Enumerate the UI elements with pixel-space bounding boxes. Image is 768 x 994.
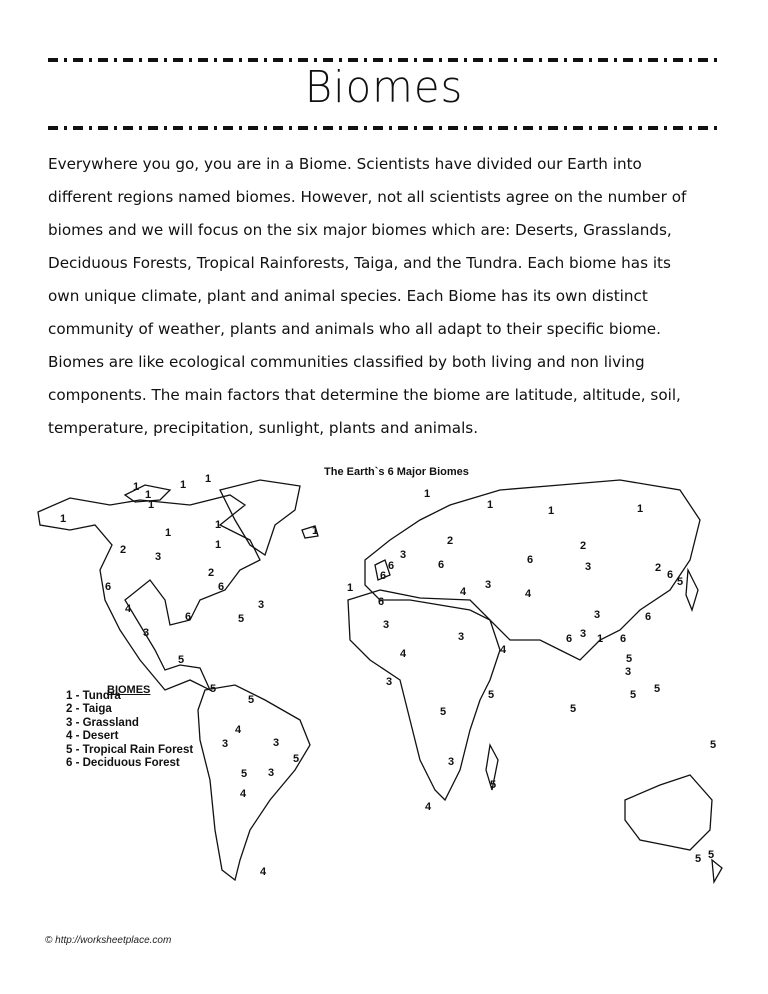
- biome-label: 4: [260, 866, 267, 878]
- biome-legend: [66, 690, 193, 770]
- biome-label: 4: [525, 588, 532, 600]
- biome-label: 3: [268, 767, 275, 779]
- biome-label: 5: [677, 576, 684, 588]
- biome-label: 1: [637, 503, 644, 515]
- new-zealand-outline: [712, 860, 722, 882]
- paragraph-line: Deciduous Forests, Tropical Rainforests, Taiga, and the Tundra. Each biome has its: [48, 254, 671, 272]
- biome-label: 1: [215, 519, 222, 531]
- biome-label: 5: [570, 703, 577, 715]
- biome-label: 5: [654, 683, 661, 695]
- biome-label: 5: [710, 739, 717, 751]
- biome-label: 4: [425, 801, 432, 813]
- biome-label: 4: [400, 648, 407, 660]
- paragraph-line: temperature, precipitation, sunlight, plants and animals.: [48, 419, 479, 437]
- biome-label: 5: [248, 694, 255, 706]
- australia-outline: [625, 775, 712, 850]
- bottom-divider: [48, 126, 720, 130]
- biome-label: 3: [273, 737, 280, 749]
- biome-label: 3: [143, 627, 150, 639]
- biome-label: 6: [667, 569, 674, 581]
- world-biome-map: [0, 455, 768, 895]
- biome-label: 1: [60, 513, 67, 525]
- biome-label: 1: [145, 489, 152, 501]
- copyright-footer: © http://worksheetplace.com: [45, 935, 172, 946]
- biome-label: 4: [500, 644, 507, 656]
- south-america-outline: [198, 685, 310, 880]
- legend-heading: BIOMES: [107, 684, 151, 696]
- biome-label: 3: [580, 628, 587, 640]
- biome-label: 5: [210, 683, 217, 695]
- biome-label: 5: [695, 853, 702, 865]
- legend-item: 2 - Taiga: [66, 703, 112, 716]
- biome-label: 1: [148, 499, 155, 511]
- biome-label: 1: [133, 481, 140, 493]
- paragraph-line: Everywhere you go, you are in a Biome. Scientists have divided our Earth into: [48, 155, 642, 173]
- biome-label: 3: [258, 599, 265, 611]
- biome-label: 5: [630, 689, 637, 701]
- biome-label: 2: [447, 535, 454, 547]
- biome-label: 6: [566, 633, 573, 645]
- biome-label: 2: [208, 567, 215, 579]
- paragraph-line: components. The main factors that determine the biome are latitude, altitude, soil,: [48, 386, 681, 404]
- biome-label: 1: [180, 479, 187, 491]
- biome-label: 2: [655, 562, 662, 574]
- biome-label: 2: [580, 540, 587, 552]
- biome-label: 5: [488, 689, 495, 701]
- eurasia-outline: [365, 480, 700, 660]
- biome-label: 6: [645, 611, 652, 623]
- legend-item: 6 - Deciduous Forest: [66, 757, 180, 770]
- biome-label: 3: [386, 676, 393, 688]
- legend-item: 3 - Grassland: [66, 716, 139, 729]
- legend-item: 1 - Tundra: [66, 690, 121, 702]
- biome-label: 6: [185, 611, 192, 623]
- biome-label: 1: [347, 582, 354, 594]
- biome-label: 4: [240, 788, 247, 800]
- paragraph-line: Biomes are like ecological communities classified by both living and non living: [48, 353, 645, 371]
- biome-label: 6: [218, 581, 225, 593]
- biome-label: 4: [460, 586, 467, 598]
- biome-label: 1: [312, 525, 319, 537]
- page-title: Biomes: [304, 62, 464, 113]
- biome-label: 5: [241, 768, 248, 780]
- biome-label: 6: [527, 554, 534, 566]
- biome-label: 5: [440, 706, 447, 718]
- biome-label: 5: [178, 654, 185, 666]
- biome-label: 6: [438, 559, 445, 571]
- biome-label: 6: [388, 560, 395, 572]
- intro-paragraph: [48, 148, 738, 445]
- biome-label: 5: [490, 779, 497, 791]
- biome-label: 6: [380, 570, 387, 582]
- biome-label: 5: [708, 849, 715, 861]
- biome-label: 1: [165, 527, 172, 539]
- biome-label: 1: [215, 539, 222, 551]
- biome-label: 6: [620, 633, 627, 645]
- biome-label: 1: [597, 633, 604, 645]
- biome-label: 3: [383, 619, 390, 631]
- biome-label: 1: [205, 473, 212, 485]
- greenland-outline: [220, 480, 300, 555]
- biome-label: 3: [585, 561, 592, 573]
- biome-label: 1: [424, 488, 431, 500]
- biome-label: 1: [487, 499, 494, 511]
- biome-label: 3: [155, 551, 162, 563]
- africa-outline: [348, 590, 500, 800]
- map-title: The Earth`s 6 Major Biomes: [324, 466, 469, 478]
- legend-item: 4 - Desert: [66, 730, 119, 743]
- paragraph-line: community of weather, plants and animals who all adapt to their specific biome.: [48, 320, 661, 338]
- legend-item: 5 - Tropical Rain Forest: [66, 743, 194, 756]
- biome-label: 1: [548, 505, 555, 517]
- biome-label: 2: [120, 544, 127, 556]
- biome-label: 5: [238, 613, 245, 625]
- biome-label: 6: [105, 581, 112, 593]
- biome-label: 5: [626, 653, 633, 665]
- biome-label: 4: [125, 603, 132, 615]
- biome-label: 3: [625, 666, 632, 678]
- paragraph-line: own unique climate, plant and animal species. Each Biome has its own distinct: [48, 287, 648, 305]
- continent-outlines: [38, 480, 722, 882]
- biome-label: 3: [448, 756, 455, 768]
- biome-label: 3: [400, 549, 407, 561]
- japan-outline: [686, 570, 698, 610]
- biome-label: 5: [293, 753, 300, 765]
- biome-number-labels: [60, 473, 716, 878]
- biome-label: 4: [235, 724, 242, 736]
- biome-label: 3: [458, 631, 465, 643]
- paragraph-line: biomes and we will focus on the six major biomes which are: Deserts, Grasslands,: [48, 221, 672, 239]
- biome-label: 3: [222, 738, 229, 750]
- biome-label: 3: [594, 609, 601, 621]
- biome-label: 3: [485, 579, 492, 591]
- north-america-outline: [38, 495, 260, 690]
- paragraph-line: different regions named biomes. However, not all scientists agree on the number of: [48, 188, 687, 206]
- biome-label: 6: [378, 596, 385, 608]
